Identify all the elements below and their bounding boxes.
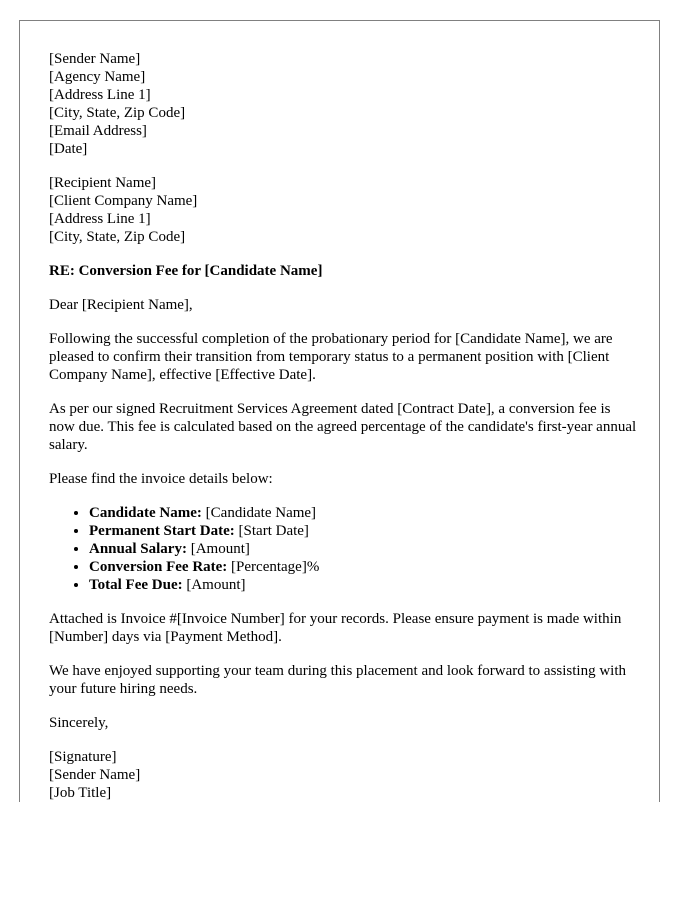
recipient-company: [Client Company Name] <box>49 193 198 209</box>
sender-address-line-1: [Address Line 1] <box>49 87 151 103</box>
detail-label: Candidate Name: <box>89 505 202 521</box>
sender-email: [Email Address] <box>49 123 147 139</box>
recipient-name: [Recipient Name] <box>49 175 157 191</box>
list-item <box>89 504 639 522</box>
recipient-block <box>49 174 639 246</box>
list-item <box>89 522 639 540</box>
recipient-city-state-zip: [City, State, Zip Code] <box>49 229 186 245</box>
signer-title: [Job Title] <box>49 785 112 801</box>
detail-value: [Start Date] <box>234 523 309 539</box>
body-paragraph: Attached is Invoice #[Invoice Number] for your records. Please ensure payment is made within [Number] days via [Payment Method]. <box>49 611 622 645</box>
list-item <box>89 576 639 594</box>
detail-value: [Amount] <box>186 541 250 557</box>
signature-block <box>49 748 639 802</box>
signoff: Sincerely, <box>49 715 109 731</box>
detail-value: [Candidate Name] <box>201 505 317 521</box>
salutation: Dear [Recipient Name], <box>49 297 193 313</box>
sender-block <box>49 50 639 158</box>
body-paragraph: Please find the invoice details below: <box>49 471 273 487</box>
letter-page <box>19 20 660 802</box>
subject-line: RE: Conversion Fee for [Candidate Name] <box>49 263 323 279</box>
body-paragraph: Following the successful completion of the probationary period for [Candidate Name], we are pleased to confirm their transition from temporary status to a permanent position with [Client Company Name], effective [Effective Date]. <box>49 331 613 383</box>
sender-agency: [Agency Name] <box>49 69 146 85</box>
signature: [Signature] <box>49 749 117 765</box>
body-paragraph: As per our signed Recruitment Services Agreement dated [Contract Date], a conversion fee is now due. This fee is calculated based on the agreed percentage of the candidate's first-year annual salary. <box>49 401 637 453</box>
detail-value: [Amount] <box>182 577 246 593</box>
sender-city-state-zip: [City, State, Zip Code] <box>49 105 186 121</box>
list-item <box>89 558 639 576</box>
sender-name: [Sender Name] <box>49 51 141 67</box>
invoice-details-list <box>49 504 639 594</box>
detail-label: Total Fee Due: <box>89 577 183 593</box>
detail-label: Permanent Start Date: <box>89 523 235 539</box>
letter-body <box>49 50 639 802</box>
signer-name: [Sender Name] <box>49 767 141 783</box>
detail-label: Conversion Fee Rate: <box>89 559 228 575</box>
detail-label: Annual Salary: <box>89 541 187 557</box>
detail-value: [Percentage]% <box>227 559 320 575</box>
recipient-address-line-1: [Address Line 1] <box>49 211 151 227</box>
list-item <box>89 540 639 558</box>
body-paragraph: We have enjoyed supporting your team during this placement and look forward to assisting with your future hiring needs. <box>49 663 627 697</box>
letter-date: [Date] <box>49 141 88 157</box>
